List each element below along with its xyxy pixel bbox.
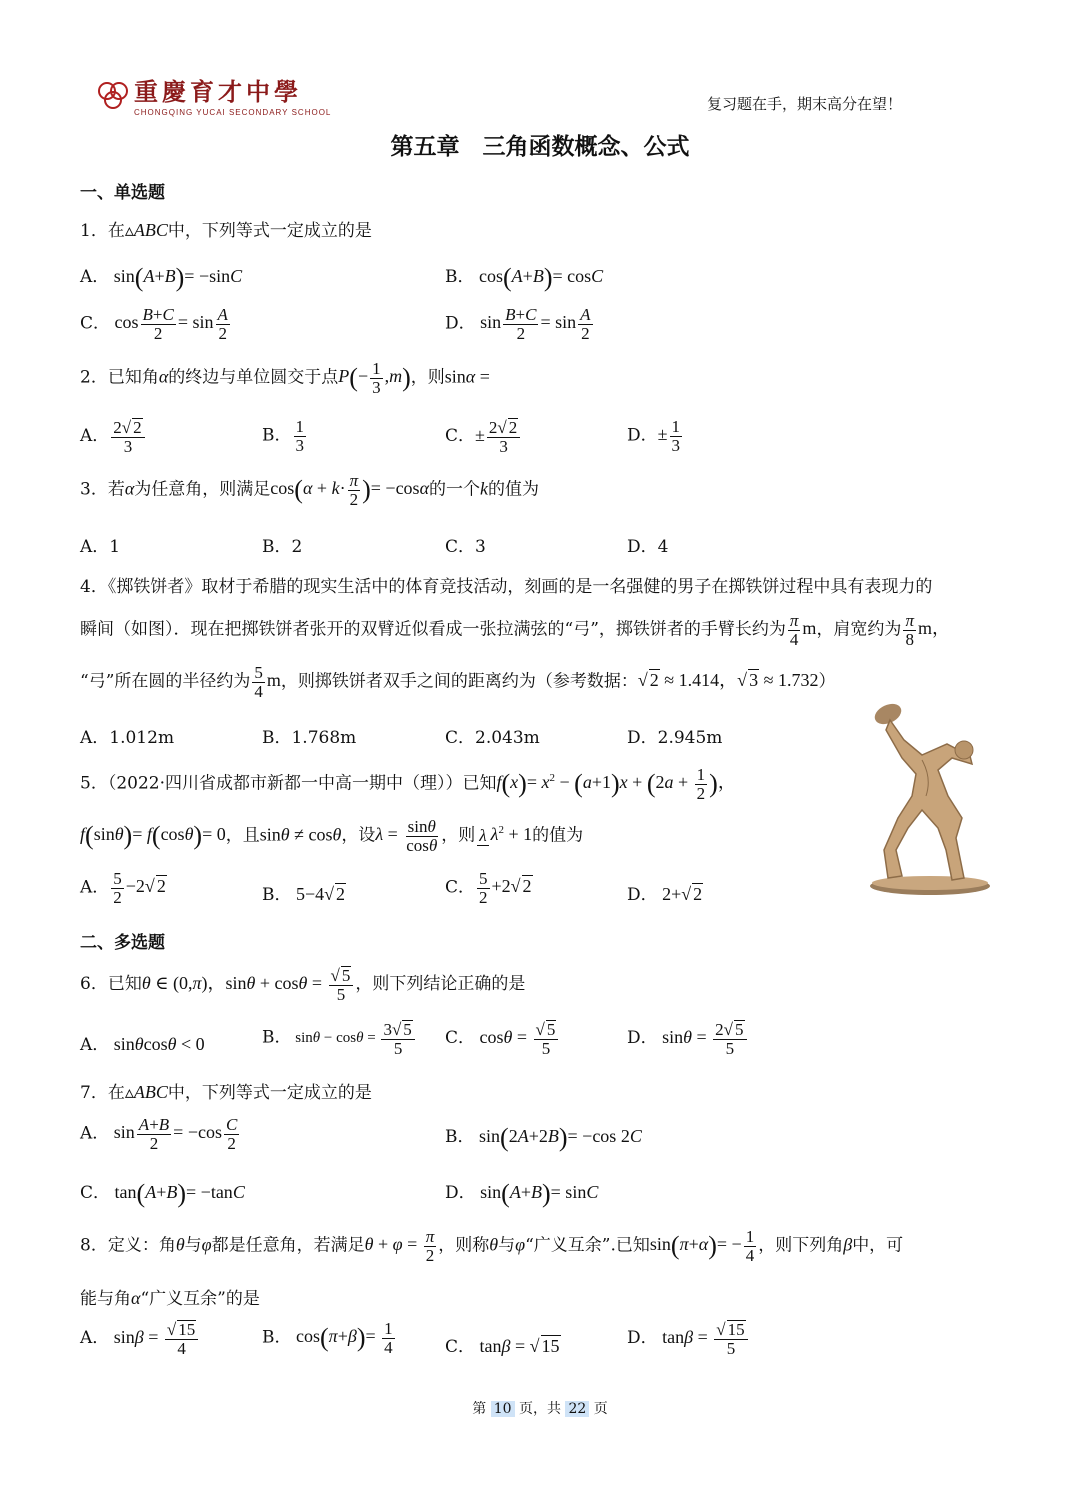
- question-7-option-b[interactable]: B． sin(2A+2B)= −cos 2C: [445, 1122, 642, 1152]
- question-1-option-d[interactable]: D． sin $\frac{B+C}{2}$ = sin $\frac{A}{2}$: [445, 305, 591, 343]
- question-1-option-c[interactable]: C． cos $\frac{B+C}{2}$ = sin $\frac{A}{2}$: [80, 305, 228, 343]
- question-6-option-d[interactable]: D． sinθ = $\frac{2√ 5}{5}$: [627, 1020, 749, 1058]
- discobolus-statue-image: [852, 700, 1002, 900]
- question-2-option-a[interactable]: A． $\frac{2√ 2}{3}$: [80, 418, 147, 456]
- logo-rings-icon: [96, 78, 130, 112]
- question-4-option-c[interactable]: C．2.043m: [445, 728, 540, 748]
- school-name-en: CHONGQING YUCAI SECONDARY SCHOOL: [134, 108, 332, 117]
- question-6-option-b[interactable]: B． sinθ − cosθ = $\frac{3√ 5}{5}$: [262, 1020, 417, 1058]
- page-footer: 第 10 页，共 22 页: [472, 1401, 608, 1417]
- question-8-line-1: 8．定义：角θ与φ都是任意角，若满足θ + φ = $\frac{\pi}{2}$ ，则称θ与φ“广义互余”.已知sin(π+α)= − $\frac{1}{4}$ ，则下列角β中，可: [80, 1227, 904, 1265]
- question-2-stem: 2．已知角α的终边与单位圆交于点P(− $\frac{1}{3}$ ,m)，则sinα =: [80, 359, 490, 397]
- question-8-option-c[interactable]: C． tanβ = √ 15: [445, 1336, 560, 1357]
- question-8-option-b[interactable]: B． cos(π+β)= $\frac{1}{4}$: [262, 1319, 393, 1357]
- question-4-option-a[interactable]: A．1.012m: [80, 728, 175, 748]
- question-6-option-c[interactable]: C． cosθ = $\frac{√ 5}{5}$: [445, 1020, 560, 1058]
- school-name: 重慶育才中學: [134, 77, 302, 106]
- question-4-line-2: 瞬间（如图）．现在把掷铁饼者张开的双臂近似看成一张拉满弦的“弓”，掷铁饼者的手臂长约为 $\frac{\pi}{4}$ m，肩宽约为 $\frac{\pi}{8}$ m，: [80, 611, 950, 649]
- current-page-number: 10: [491, 1401, 515, 1417]
- section-multi-choice: 二、多选题: [80, 933, 165, 953]
- question-3-option-d[interactable]: D．4: [627, 537, 669, 557]
- question-8-option-d[interactable]: D． tanβ = $\frac{√ 15}{5}$: [627, 1320, 750, 1358]
- question-6-stem: 6．已知θ ∈ (0,π)，sinθ + cosθ = $\frac{√ 5}{5}$ ，则下列结论正确的是: [80, 966, 526, 1004]
- question-2-option-d[interactable]: D．± $\frac{1}{3}$: [627, 417, 681, 455]
- question-5-stem: 5．（2022·四川省成都市新都一中高一期中（理））已知$f(x)= x^2 - (a+1)x + (2a$ + $\frac{1}{2}$ )，: [80, 765, 736, 803]
- question-5-option-d[interactable]: D． 2+√ 2: [627, 884, 703, 905]
- question-3-option-b[interactable]: B．2: [262, 537, 303, 557]
- total-page-count: 22: [565, 1401, 589, 1417]
- question-1-option-a[interactable]: A． sin(A+B)= −sinC: [80, 262, 243, 292]
- slogan: 复习题在手，期末高分在望！: [706, 95, 902, 113]
- question-1-stem: 1．在▵ABC中，下列等式一定成立的是: [80, 220, 372, 241]
- question-7-option-c[interactable]: C． tan(A+B)= −tanC: [80, 1178, 245, 1208]
- page-title: 第五章 三角函数概念、公式: [390, 133, 690, 160]
- question-3-option-a[interactable]: A．1: [80, 537, 121, 557]
- question-8-line-2: 能与角α“广义互余”的是: [80, 1288, 260, 1309]
- question-8-option-a[interactable]: A． sinβ = $\frac{√ 15}{4}$: [80, 1320, 200, 1358]
- question-5-line-2: f(sinθ)= f(cosθ)= 0，且sinθ ≠ cosθ，设λ = $\frac{\sin\theta}{\cos\theta}$ ，则 λ $\lambda^2 + 1$的值为: [80, 817, 584, 855]
- question-7-option-d[interactable]: D． sin(A+B)= sinC: [445, 1178, 599, 1208]
- question-7-stem: 7．在▵ABC中，下列等式一定成立的是: [80, 1082, 372, 1103]
- section-single-choice: 一、单选题: [80, 183, 165, 203]
- question-5-option-c[interactable]: C． $\frac{5}{2}$ +2√ 2: [445, 869, 532, 907]
- question-3-stem: 3．若α为任意角，则满足cos(α + k· $\frac{\pi}{2}$ )= −cosα的一个k的值为: [80, 471, 540, 509]
- question-4-option-d[interactable]: D．2.945m: [627, 728, 723, 748]
- question-4-line-1: 4．《掷铁饼者》取材于希腊的现实生活中的体育竞技活动，刻画的是一名强健的男子在掷铁饼过程中具有表现力的: [80, 577, 933, 597]
- question-5-option-a[interactable]: A． $\frac{5}{2}$ −2√ 2: [80, 869, 166, 907]
- question-4-line-3: “弓”所在圆的半径约为 $\frac{5}{4}$ m，则掷铁饼者双手之间的距离约为（参考数据：√ 2 ≈ 1.414，√ 3 ≈ 1.732）: [80, 663, 836, 701]
- school-logo: [96, 72, 331, 117]
- question-1-option-b[interactable]: B． cos(A+B)= cosC: [445, 262, 604, 292]
- question-2-option-b[interactable]: B． $\frac{1}{3}$: [262, 417, 304, 455]
- question-3-option-c[interactable]: C．3: [445, 537, 486, 557]
- question-7-option-a[interactable]: A． sin $\frac{A+B}{2}$ = −cos $\frac{C}{2}$: [80, 1115, 238, 1153]
- question-5-option-b[interactable]: B． 5−4√ 2: [262, 884, 346, 905]
- question-2-option-c[interactable]: C．± $\frac{2√ 2}{3}$: [445, 418, 522, 456]
- question-4-option-b[interactable]: B．1.768m: [262, 728, 357, 748]
- question-6-option-a[interactable]: A． sinθcosθ < 0: [80, 1034, 205, 1055]
